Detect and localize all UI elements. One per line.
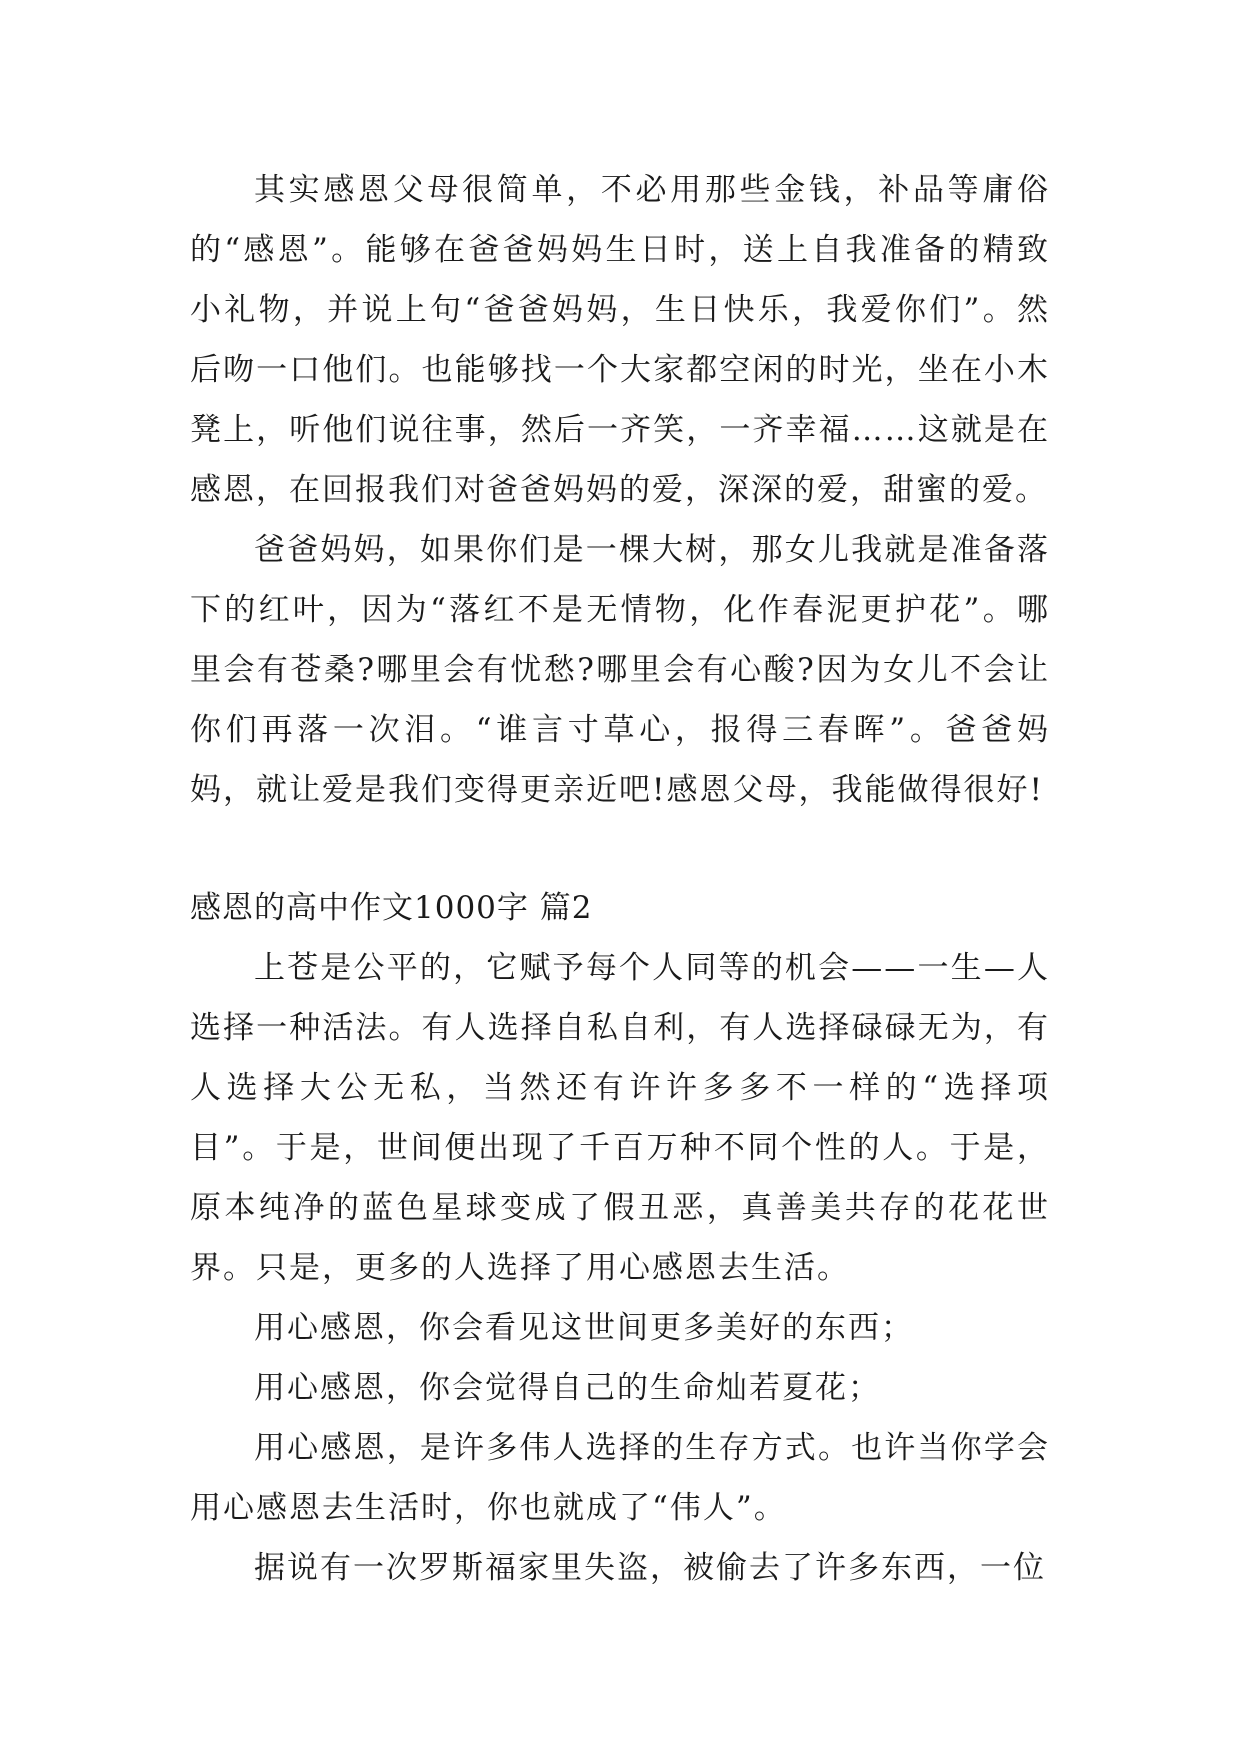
section-heading: 感恩的高中作文1000字 篇2 (190, 890, 593, 926)
paragraph-great-people: 用心感恩，是许多伟人选择的生存方式。也许当你学会用心感恩去生活时，你也就成了“伟人”。 (190, 1430, 1050, 1526)
document-page (190, 160, 1050, 1598)
paragraph-gratitude-simple: 其实感恩父母很简单，不必用那些金钱，补品等庸俗的“感恩”。能够在爸爸妈妈生日时，送上自我准备的精致小礼物，并说上句“爸爸妈妈，生日快乐，我爱你们”。然后吻一口他们。也能够找一个大家都空闲的时光，坐在小木凳上，听他们说往事，然后一齐笑，一齐幸福……这就是在感恩，在回报我们对爸爸妈妈的爱，深深的爱，甜蜜的爱。 (190, 172, 1050, 508)
paragraph-big-tree: 爸爸妈妈，如果你们是一棵大树，那女儿我就是准备落下的红叶，因为“落红不是无情物，化作春泥更护花”。哪里会有苍桑?哪里会有忧愁?哪里会有心酸?因为女儿不会让你们再落一次泪。“谁言寸草心，报得三春晖”。爸爸妈妈，就让爱是我们变得更亲近吧!感恩父母，我能做得很好! (190, 532, 1050, 808)
paragraph-roosevelt: 据说有一次罗斯福家里失盗，被偷去了许多东西，一位 (254, 1550, 1046, 1586)
paragraph-summer-flower: 用心感恩，你会觉得自己的生命灿若夏花； (254, 1370, 881, 1406)
paragraph-see-beauty: 用心感恩，你会看见这世间更多美好的东西； (254, 1310, 914, 1346)
paragraph-fair-heaven: 上苍是公平的，它赋予每个人同等的机会——一生—人选择一种活法。有人选择自私自利，有人选择碌碌无为，有人选择大公无私，当然还有许许多多不一样的“选择项目”。于是，世间便出现了千百万种不同个性的人。于是，原本纯净的蓝色星球变成了假丑恶，真善美共存的花花世界。只是，更多的人选择了用心感恩去生活。 (190, 950, 1050, 1286)
